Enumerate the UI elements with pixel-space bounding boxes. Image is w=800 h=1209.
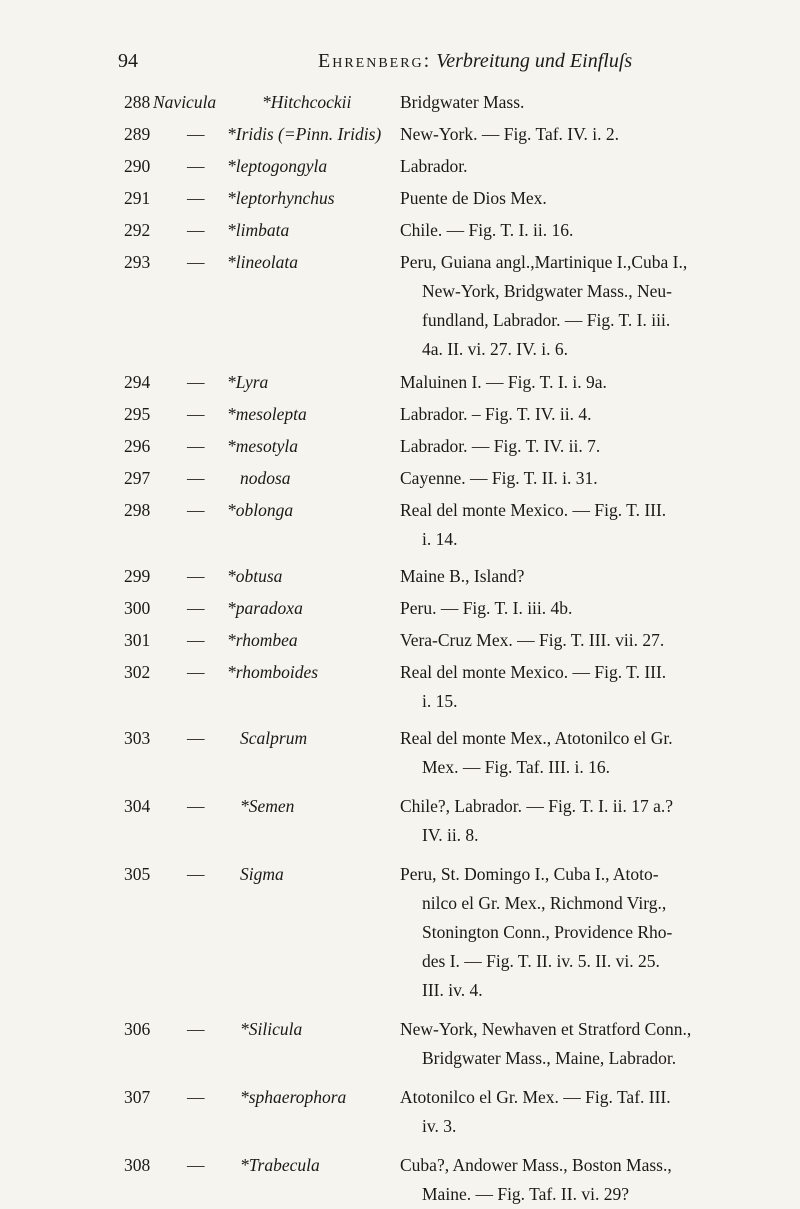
entry-number: 298 <box>124 500 151 520</box>
locality-line: iv. 3. <box>422 1116 457 1136</box>
locality-line: New-York, Bridgwater Mass., Neu- <box>422 281 672 301</box>
entry-locality <box>400 1083 725 1141</box>
entry-number: 299 <box>124 566 151 586</box>
entry-number: 295 <box>124 404 151 424</box>
entry-species: *lineolata <box>227 252 298 272</box>
entry-locality <box>400 724 725 782</box>
entry-species: *paradoxa <box>227 598 303 618</box>
entry-number: 307 <box>124 1087 151 1107</box>
page-number: 94 <box>118 50 138 72</box>
locality-line: i. 14. <box>422 529 458 549</box>
locality-line: Cayenne. — Fig. T. II. i. 31. <box>400 468 598 488</box>
locality-line: New-York. — Fig. Taf. IV. i. 2. <box>400 124 619 144</box>
ditto-dash: — <box>187 796 205 816</box>
entry-species: *Trabecula <box>240 1155 320 1175</box>
entry-species: *sphaerophora <box>240 1087 347 1107</box>
entry-genus: Navicula <box>153 92 217 112</box>
locality-line: Chile. — Fig. T. I. ii. 16. <box>400 220 574 240</box>
entry-locality <box>400 152 725 181</box>
entry-species: *Lyra <box>227 372 269 392</box>
entry-locality <box>400 496 725 554</box>
locality-line: Peru. — Fig. T. I. iii. 4b. <box>400 598 573 618</box>
entry-species: *rhomboides <box>227 662 319 682</box>
entry-species: *leptogongyla <box>227 156 328 176</box>
entry-species: *obtusa <box>227 566 283 586</box>
entry-locality <box>400 248 725 364</box>
entry-species: *limbata <box>227 220 290 240</box>
locality-line: Peru, Guiana angl.,Martinique I.,Cuba I., <box>400 252 688 272</box>
entry-species: Scalprum <box>240 728 308 748</box>
entry-number: 292 <box>124 220 151 240</box>
entry-species: *Silicula <box>240 1019 303 1039</box>
locality-line: Atotonilco el Gr. Mex. — Fig. Taf. III. <box>400 1087 671 1107</box>
entry-number: 304 <box>124 796 151 816</box>
entry-species: nodosa <box>240 468 291 488</box>
ditto-dash: — <box>187 468 205 488</box>
locality-line: nilco el Gr. Mex., Richmond Virg., <box>422 893 667 913</box>
locality-line: Real del monte Mexico. — Fig. T. III. <box>400 500 667 520</box>
ditto-dash: — <box>187 220 205 240</box>
entry-locality <box>400 88 725 117</box>
locality-line: 4a. II. vi. 27. IV. i. 6. <box>422 339 568 359</box>
running-title-work: Verbreitung und Einfluſs <box>436 50 633 72</box>
locality-line: Cuba?, Andower Mass., Boston Mass., <box>400 1155 672 1175</box>
locality-line: fundland, Labrador. — Fig. T. I. iii. <box>422 310 671 330</box>
locality-line: Bridgwater Mass. <box>400 92 525 112</box>
locality-line: Maluinen I. — Fig. T. I. i. 9a. <box>400 372 607 392</box>
ditto-dash: — <box>187 124 205 144</box>
entry-number: 293 <box>124 252 151 272</box>
ditto-dash: — <box>187 436 205 456</box>
locality-line: Labrador. <box>400 156 468 176</box>
ditto-dash: — <box>187 662 205 682</box>
locality-line: i. 15. <box>422 691 458 711</box>
locality-line: Puente de Dios Mex. <box>400 188 547 208</box>
locality-line: Maine. — Fig. Taf. II. vi. 29? <box>422 1184 629 1204</box>
entry-locality <box>400 594 725 623</box>
entry-number: 303 <box>124 728 151 748</box>
ditto-dash: — <box>187 598 205 618</box>
ditto-dash: — <box>187 864 205 884</box>
entry-locality <box>400 562 725 591</box>
entry-number: 308 <box>124 1155 151 1175</box>
entry-locality <box>400 860 725 1005</box>
ditto-dash: — <box>187 252 205 272</box>
entry-number: 291 <box>124 188 151 208</box>
entry-number: 300 <box>124 598 151 618</box>
entry-number: 288 <box>124 92 151 112</box>
entry-number: 296 <box>124 436 151 456</box>
entry-locality <box>400 464 725 493</box>
entry-species: *oblonga <box>227 500 294 520</box>
entry-number: 302 <box>124 662 151 682</box>
entry-locality <box>400 626 725 655</box>
entry-species: *leptorhynchus <box>227 188 335 208</box>
locality-line: Real del monte Mex., Atotonilco el Gr. <box>400 728 673 748</box>
running-header <box>118 50 718 78</box>
ditto-dash: — <box>187 566 205 586</box>
entry-locality <box>400 120 725 149</box>
locality-line: New-York, Newhaven et Stratford Conn., <box>400 1019 692 1039</box>
entry-locality <box>400 368 725 397</box>
ditto-dash: — <box>187 1019 205 1039</box>
entry-locality <box>400 792 725 850</box>
entry-locality <box>400 1015 725 1073</box>
locality-line: Bridgwater Mass., Maine, Labrador. <box>422 1048 677 1068</box>
locality-line: des I. — Fig. T. II. iv. 5. II. vi. 25. <box>422 951 660 971</box>
locality-line: Vera-Cruz Mex. — Fig. T. III. vii. 27. <box>400 630 665 650</box>
locality-line: Labrador. — Fig. T. IV. ii. 7. <box>400 436 601 456</box>
locality-line: Labrador. – Fig. T. IV. ii. 4. <box>400 404 592 424</box>
locality-line: Maine B., Island? <box>400 566 525 586</box>
entry-species: *Iridis (=Pinn. Iridis) <box>227 124 382 144</box>
entry-number: 289 <box>124 124 151 144</box>
entry-locality <box>400 216 725 245</box>
ditto-dash: — <box>187 630 205 650</box>
locality-line: Mex. — Fig. Taf. III. i. 16. <box>422 757 611 777</box>
ditto-dash: — <box>187 500 205 520</box>
entry-locality <box>400 184 725 213</box>
ditto-dash: — <box>187 188 205 208</box>
entry-number: 301 <box>124 630 151 650</box>
entry-species: *Semen <box>240 796 295 816</box>
locality-line: III. iv. 4. <box>422 980 483 1000</box>
entry-number: 306 <box>124 1019 151 1039</box>
locality-line: Peru, St. Domingo I., Cuba I., Atoto- <box>400 864 659 884</box>
running-title-author: Ehrenberg: <box>318 50 432 72</box>
locality-line: Real del monte Mexico. — Fig. T. III. <box>400 662 667 682</box>
entry-species: Sigma <box>240 864 284 884</box>
locality-line: IV. ii. 8. <box>422 825 479 845</box>
entry-species: *rhombea <box>227 630 298 650</box>
entry-locality <box>400 400 725 429</box>
entry-locality <box>400 432 725 461</box>
entry-species: *mesotyla <box>227 436 298 456</box>
locality-line: Stonington Conn., Providence Rho- <box>422 922 673 942</box>
entry-species: *mesolepta <box>227 404 307 424</box>
ditto-dash: — <box>187 1155 205 1175</box>
ditto-dash: — <box>187 156 205 176</box>
entry-number: 297 <box>124 468 151 488</box>
entry-number: 305 <box>124 864 151 884</box>
ditto-dash: — <box>187 728 205 748</box>
locality-line: Chile?, Labrador. — Fig. T. I. ii. 17 a.? <box>400 796 673 816</box>
ditto-dash: — <box>187 372 205 392</box>
entry-locality <box>400 1151 725 1209</box>
running-title <box>318 50 632 73</box>
entry-species: *Hitchcockii <box>262 92 352 112</box>
entry-number: 294 <box>124 372 151 392</box>
ditto-dash: — <box>187 404 205 424</box>
entry-locality <box>400 658 725 716</box>
entry-number: 290 <box>124 156 151 176</box>
ditto-dash: — <box>187 1087 205 1107</box>
